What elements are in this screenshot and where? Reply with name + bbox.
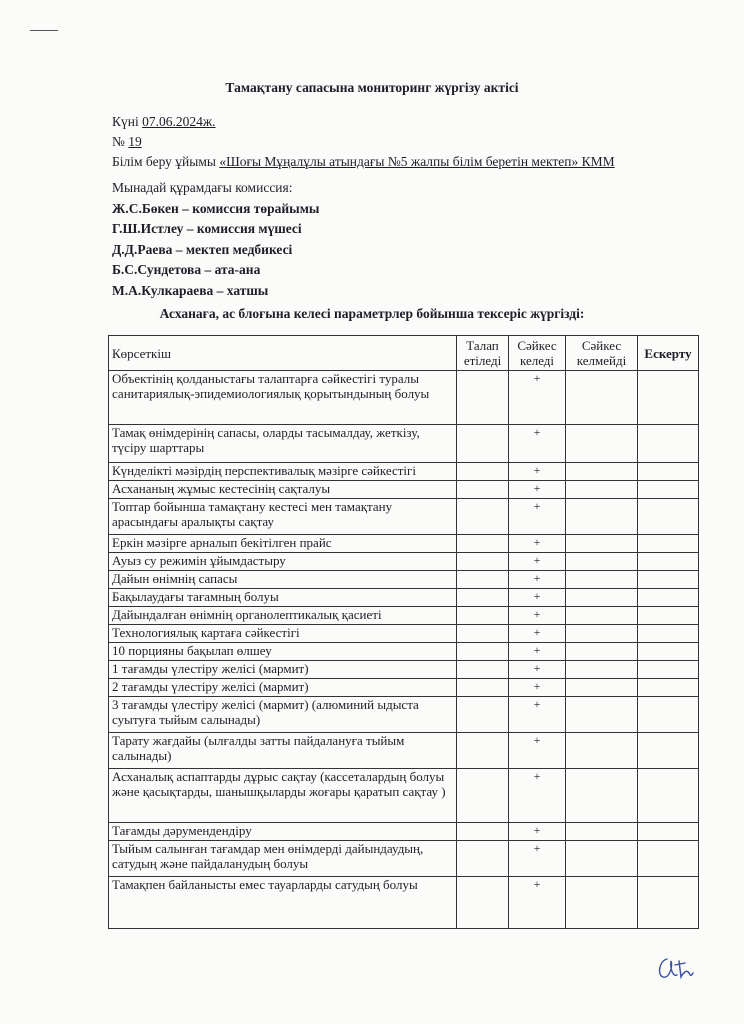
row-indicator: 3 тағамды үлестіру желісі (мармит) (алюминий ыдыста суытуға тыйым салынады) [109, 697, 457, 733]
row-required [457, 679, 509, 697]
commission-member: М.А.Кулкараева – хатшы [112, 282, 269, 298]
row-compliant: + [509, 643, 566, 661]
commission-member: Ж.С.Бөкен – комиссия төрайымы [112, 200, 320, 216]
row-noncompliant [566, 481, 638, 499]
row-noncompliant [566, 553, 638, 571]
row-noncompliant [566, 571, 638, 589]
row-indicator: Бақылаудағы тағамның болуы [109, 589, 457, 607]
row-noncompliant [566, 535, 638, 553]
row-compliant: + [509, 733, 566, 769]
corner-mark [30, 30, 58, 31]
row-noncompliant [566, 769, 638, 823]
row-compliant: + [509, 481, 566, 499]
row-noncompliant [566, 877, 638, 929]
row-note [638, 625, 699, 643]
row-note [638, 481, 699, 499]
document-meta [112, 112, 615, 172]
row-indicator: Тамақпен байланысты емес тауарларды сатудың болуы [109, 877, 457, 929]
table-row [109, 553, 699, 571]
row-compliant: + [509, 607, 566, 625]
table-row [109, 425, 699, 463]
signature-image [655, 955, 695, 985]
row-indicator: Технологиялық картаға сәйкестігі [109, 625, 457, 643]
row-required [457, 571, 509, 589]
row-indicator: Объектінің қолданыстағы талаптарға сәйкестігі туралы санитариялық-эпидемиологиялық қорытындының болуы [109, 371, 457, 425]
row-indicator: Тыйым салынған тағамдар мен өнімдерді дайындаудың, сатудың және пайдаланудың болуы [109, 841, 457, 877]
row-required [457, 841, 509, 877]
number-label: № [112, 134, 125, 149]
row-indicator: Еркін мәзірге арналып бекітілген прайс [109, 535, 457, 553]
inspection-subtitle: Асханаға, ас блоғына келесі параметрлер бойынша тексеріс жүргізді: [159, 306, 585, 321]
row-indicator: Дайындалған өнімнің органолептикалық қасиеті [109, 607, 457, 625]
row-indicator: Асхананың жұмыс кестесінің сақталуы [109, 481, 457, 499]
row-required [457, 425, 509, 463]
commission-intro: Мынадай құрамдағы комиссия: [112, 180, 293, 195]
date-line [112, 112, 615, 132]
row-compliant: + [509, 371, 566, 425]
row-noncompliant [566, 823, 638, 841]
row-compliant: + [509, 589, 566, 607]
row-noncompliant [566, 733, 638, 769]
row-note [638, 661, 699, 679]
org-label: Білім беру ұйымы [112, 154, 216, 169]
row-required [457, 661, 509, 679]
table-row [109, 823, 699, 841]
row-compliant: + [509, 463, 566, 481]
row-note [638, 697, 699, 733]
row-note [638, 425, 699, 463]
row-indicator: 2 тағамды үлестіру желісі (мармит) [109, 679, 457, 697]
commission-block [112, 178, 319, 301]
row-compliant: + [509, 877, 566, 929]
table-row [109, 481, 699, 499]
org-value: «Шоғы Мұңалұлы атындағы №5 жалпы білім беретін мектеп» КММ [219, 154, 615, 169]
header-indicator: Көрсеткіш [109, 336, 457, 371]
row-required [457, 607, 509, 625]
row-required [457, 371, 509, 425]
table-row [109, 463, 699, 481]
row-required [457, 877, 509, 929]
date-value: 07.06.2024ж. [142, 114, 216, 129]
row-compliant: + [509, 571, 566, 589]
table-row [109, 499, 699, 535]
row-compliant: + [509, 841, 566, 877]
row-indicator: Тағамды дәрумендендіру [109, 823, 457, 841]
row-compliant: + [509, 679, 566, 697]
row-noncompliant [566, 425, 638, 463]
row-compliant: + [509, 769, 566, 823]
row-indicator: Дайын өнімнің сапасы [109, 571, 457, 589]
row-required [457, 535, 509, 553]
row-noncompliant [566, 643, 638, 661]
table-row [109, 535, 699, 553]
row-note [638, 733, 699, 769]
commission-member: Д.Д.Раева – мектеп медбикесі [112, 241, 293, 257]
row-compliant: + [509, 425, 566, 463]
row-compliant: + [509, 553, 566, 571]
commission-member: Б.С.Сундетова – ата-ана [112, 262, 261, 277]
row-required [457, 823, 509, 841]
row-compliant: + [509, 823, 566, 841]
table-row [109, 643, 699, 661]
header-compliant: Сәйкес келеді [509, 336, 566, 371]
number-value: 19 [128, 134, 142, 149]
row-compliant: + [509, 697, 566, 733]
row-note [638, 371, 699, 425]
row-noncompliant [566, 697, 638, 733]
header-note: Ескерту [638, 336, 699, 371]
table-row [109, 679, 699, 697]
row-noncompliant [566, 607, 638, 625]
row-note [638, 499, 699, 535]
table-row [109, 769, 699, 823]
date-label: Күні [112, 114, 139, 129]
table-row [109, 877, 699, 929]
table-row [109, 625, 699, 643]
row-note [638, 823, 699, 841]
header-noncompliant: Сәйкес келмейді [566, 336, 638, 371]
row-required [457, 481, 509, 499]
row-note [638, 463, 699, 481]
table-row [109, 661, 699, 679]
table-row [109, 607, 699, 625]
row-note [638, 589, 699, 607]
row-noncompliant [566, 625, 638, 643]
row-indicator: Топтар бойынша тамақтану кестесі мен тамақтану арасындағы аралықты сақтау [109, 499, 457, 535]
row-compliant: + [509, 625, 566, 643]
document-title: Тамақтану сапасына мониторинг жүргізу актісі [225, 80, 519, 95]
row-noncompliant [566, 589, 638, 607]
row-compliant: + [509, 535, 566, 553]
row-noncompliant [566, 371, 638, 425]
row-indicator: Ауыз су режимін ұйымдастыру [109, 553, 457, 571]
row-indicator: Асханалық аспаптарды дұрыс сақтау (кассеталардың болуы және қасықтарды, шанышқыларды жоғары қаратып сақтау ) [109, 769, 457, 823]
row-noncompliant [566, 499, 638, 535]
row-required [457, 769, 509, 823]
table-row [109, 589, 699, 607]
row-compliant: + [509, 499, 566, 535]
row-required [457, 589, 509, 607]
row-required [457, 463, 509, 481]
table-row [109, 371, 699, 425]
row-indicator: 1 тағамды үлестіру желісі (мармит) [109, 661, 457, 679]
row-noncompliant [566, 463, 638, 481]
number-line [112, 132, 615, 152]
row-indicator: 10 порцияны бақылап өлшеу [109, 643, 457, 661]
header-required: Талап етіледі [457, 336, 509, 371]
table-row [109, 697, 699, 733]
row-note [638, 571, 699, 589]
table-header-row [109, 336, 699, 371]
row-required [457, 733, 509, 769]
row-note [638, 643, 699, 661]
row-noncompliant [566, 661, 638, 679]
table-row [109, 733, 699, 769]
table-row [109, 841, 699, 877]
row-indicator: Күнделікті мәзірдің перспективалық мәзірге сәйкестігі [109, 463, 457, 481]
row-indicator: Тарату жағдайы (ылғалды затты пайдалануға тыйым салынады) [109, 733, 457, 769]
table-body [109, 371, 699, 929]
row-note [638, 679, 699, 697]
commission-member: Г.Ш.Истлеу – комиссия мүшесі [112, 221, 302, 236]
row-compliant: + [509, 661, 566, 679]
row-noncompliant [566, 841, 638, 877]
row-required [457, 643, 509, 661]
table-row [109, 571, 699, 589]
row-noncompliant [566, 679, 638, 697]
row-note [638, 553, 699, 571]
inspection-table [108, 335, 699, 929]
row-required [457, 553, 509, 571]
org-line [112, 152, 615, 172]
row-indicator: Тамақ өнімдерінің сапасы, оларды тасымалдау, жеткізу, түсіру шарттары [109, 425, 457, 463]
row-required [457, 499, 509, 535]
row-note [638, 535, 699, 553]
row-note [638, 877, 699, 929]
row-required [457, 697, 509, 733]
row-note [638, 769, 699, 823]
row-required [457, 625, 509, 643]
row-note [638, 841, 699, 877]
row-note [638, 607, 699, 625]
